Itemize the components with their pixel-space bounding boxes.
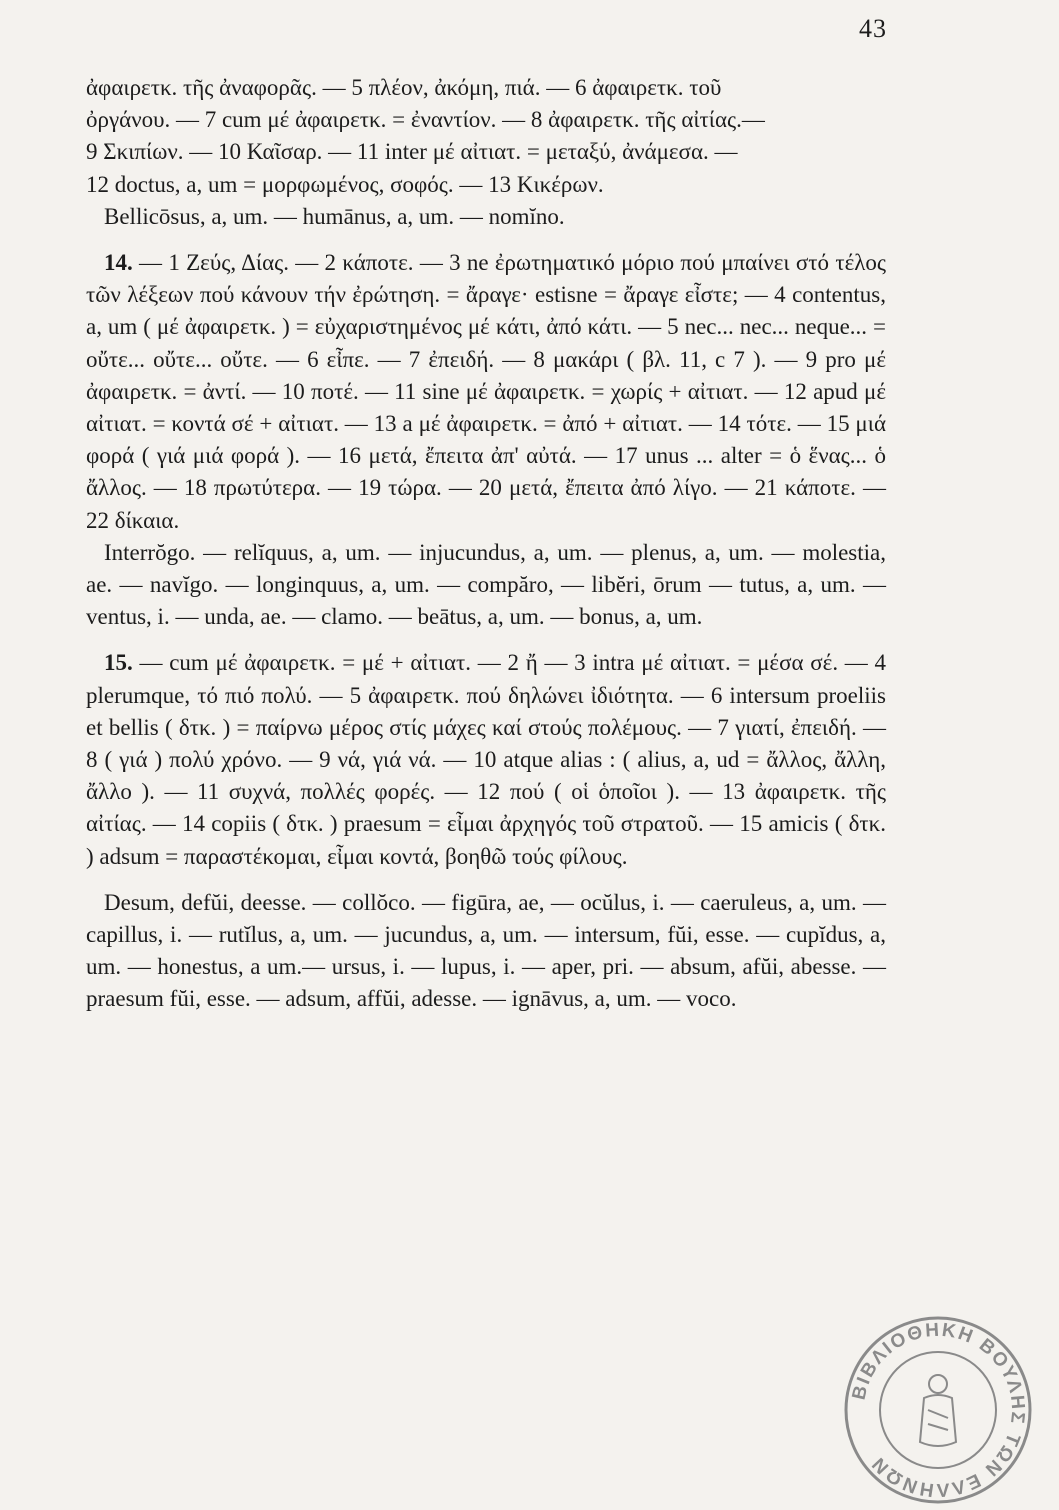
stamp-text: ΒΙΒΛΙΟΘΗΚΗ ΒΟΥΛΗΣ ΤΩΝ ΕΛΛΗΝΩΝ	[848, 1319, 1029, 1501]
page-body	[86, 72, 886, 1016]
section-14-notes	[86, 247, 886, 537]
library-stamp	[838, 1310, 1038, 1510]
page-number: 43	[859, 14, 887, 43]
svg-text:ΒΙΒΛΙΟΘΗΚΗ ΒΟΥΛΗΣ ΤΩΝ ΕΛΛΗΝΩΝ	[849, 1320, 1029, 1501]
section-15-notes	[86, 647, 886, 872]
section-14-number: 14.	[104, 250, 133, 276]
section-15-vocabulary: Desum, defŭi, deesse. — collŏco. — figūra, ae, — ocŭlus, i. — caeruleus, a, um. — capillus, i. — rutĭlus, a, um. — jucundus, a, um. — intersum, fŭi, esse. — cupĭdus, a, um. — honestus, a um.— ursus, i. — lupus, i. — aper, pri. — absum, afŭi, abesse. — praesum fŭi, esse. — adsum, affŭi, adesse. — ignāvus, a, um. — voco.	[86, 889, 886, 1012]
stamp-inner-ring	[880, 1352, 996, 1468]
section-14-text: — 1 Ζεύς, Δίας. — 2 κάποτε. — 3 ne ἐρωτηματικό μόριο πού μπαίνει στό τέλος τῶν λέξεων πού κάνουν τήν ἐρώτηση. = ἄραγε· estisne = ἄραγε εἶστε; — 4 contentus, a, um ( μέ ἀφαιρετκ. ) = εὐχαριστημένος μέ κάτι, ἀπό κάτι. — 5 nec... nec... neque... = οὔτε... οὔτε... οὔτε. — 6 εἶπε. — 7 ἐπειδή. — 8 μακάρι ( βλ. 11, c 7 ). — 9 pro μέ ἀφαιρετκ. = ἀντί. — 10 ποτέ. — 11 sine μέ ἀφαιρετκ. = χωρίς + αἰτιατ. — 12 apud μέ αἰτιατ. = κοντά σέ + αἰτιατ. — 13 a μέ ἀφαιρετκ. = ἀπό + αἰτιατ. — 14 τότε. — 15 μιά φορά ( γιά μιά φορά ). — 16 μετά, ἔπειτα ἀπ' αὐτά. — 17 unus ... alter = ὁ ἕνας... ὁ ἄλλος. — 18 πρωτύτερα. — 19 τώρα. — 20 μετά, ἔπειτα ἀπό λίγο. — 21 κάποτε. — 22 δίκαια.	[86, 250, 887, 533]
section-15-text: — cum μέ ἀφαιρετκ. = μέ + αἰτιατ. — 2 ἤ — 3 intra μέ αἰτιατ. = μέσα σέ. — 4 plerumque, τό πιό πολύ. — 5 ἀφαιρετκ. πού δηλώνει ἰδιότητα. — 6 intersum proeliis et bellis ( δτκ. ) = παίρνω μέρος στίς μάχες καί στούς πολέμους. — 7 γιατί, ἐπειδή. — 8 ( γιά ) πολύ χρόνο. — 9 νά, γιά νά. — 10 atque alias : ( alius, a, ud = ἄλλος, ἄλλη, ἄλλο ). — 11 συχνά, πολλές φορές. — 12 πού ( οἱ ὁποῖοι ). — 13 ἀφαιρετκ. τῆς αἰτίας. — 14 copiis ( δτκ. ) praesum = εἶμαι ἀρχηγός τοῦ στρατοῦ. — 15 amicis ( δτκ. ) adsum = παραστέκομαι, εἶμαι κοντά, βοηθῶ τούς φίλους.	[86, 650, 887, 869]
section-15-number: 15.	[104, 650, 133, 676]
intro-line: ὀργάνου. — 7 cum μέ ἀφαιρετκ. = ἐναντίον. — 8 ἀφαιρετκ. τῆς αἰτίας.—	[86, 107, 765, 133]
intro-line: 9 Σκιπίων. — 10 Καῖσαρ. — 11 inter μέ αἰτιατ. = μεταξύ, ἀνάμεσα. —	[86, 139, 738, 165]
stamp-figure-icon	[920, 1375, 956, 1446]
intro-vocabulary: Bellicōsus, a, um. — humānus, a, um. — nomĭno.	[104, 203, 565, 229]
intro-line: ἀφαιρετκ. τῆς ἀναφορᾶς. — 5 πλέον, ἀκόμη, πιά. — 6 ἀφαιρετκ. τοῦ	[86, 75, 722, 100]
intro-line: 12 doctus, a, um = μορφωμένος, σοφός. — 13 Κικέρων.	[86, 171, 604, 197]
stamp-outer-ring	[846, 1318, 1030, 1502]
section-14-vocabulary: Interrŏgo. — relĭquus, a, um. — injucundus, a, um. — plenus, a, um. — molestia, ae. — navĭgo. — longinquus, a, um. — compăro, — libĕri, ōrum — tutus, a, um. — ventus, i. — unda, ae. — clamo. — beātus, a, um. — bonus, a, um.	[86, 539, 886, 630]
